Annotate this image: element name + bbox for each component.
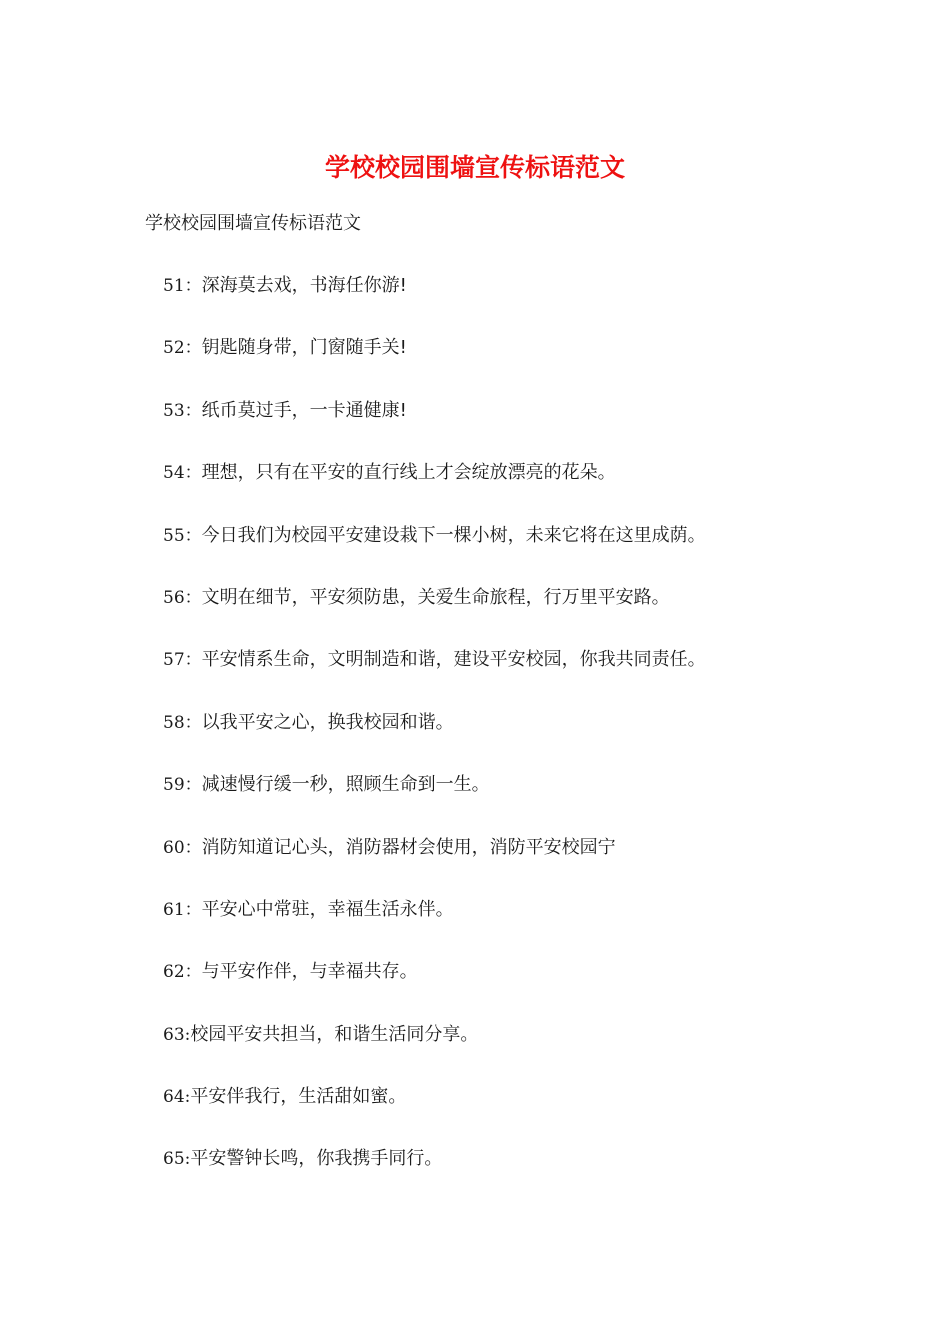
slogan-text: 文明在细节，平安须防患，关爱生命旅程，行万里平安路。 [201, 586, 670, 608]
slogan-number: 56： [163, 587, 202, 608]
slogan-text: 与平安作伴，与幸福共存。 [201, 961, 418, 983]
slogan-item [163, 771, 706, 833]
slogan-text: 今日我们为校园平安建设栽下一棵小树，未来它将在这里成荫。 [201, 524, 706, 546]
slogan-item [163, 1145, 706, 1207]
slogan-text: 钥匙随身带，门窗随手关! [201, 337, 407, 359]
slogan-text: 消防知道记心头，消防器材会使用，消防平安校园宁 [201, 836, 616, 858]
slogan-item [163, 459, 706, 521]
slogan-text: 以我平安之心，换我校园和谐。 [201, 711, 454, 733]
slogan-text: 理想，只有在平安的直行线上才会绽放漂亮的花朵。 [201, 462, 616, 484]
slogan-number: 65: [163, 1149, 191, 1170]
slogan-item [163, 1083, 706, 1145]
slogan-text: 减速慢行缓一秒，照顾生命到一生。 [201, 774, 490, 796]
slogan-text: 平安心中常驻，幸福生活永伴。 [201, 898, 454, 920]
slogan-number: 64: [163, 1087, 191, 1108]
slogan-number: 52： [163, 338, 202, 359]
slogan-number: 59： [163, 775, 202, 796]
slogan-item [163, 334, 706, 396]
slogan-text: 深海莫去戏，书海任你游! [201, 275, 407, 296]
slogan-number: 62： [163, 962, 202, 983]
slogan-list [163, 272, 706, 1208]
slogan-number: 55： [163, 525, 202, 546]
slogan-number: 61： [163, 899, 202, 920]
slogan-item [163, 709, 706, 771]
slogan-item [163, 896, 706, 958]
slogan-number: 51： [163, 276, 202, 296]
slogan-text: 平安情系生命，文明制造和谐，建设平安校园，你我共同责任。 [201, 649, 706, 671]
slogan-text: 平安伴我行，生活甜如蜜。 [190, 1086, 407, 1108]
slogan-item [163, 834, 706, 896]
slogan-number: 54： [163, 463, 202, 484]
slogan-number: 57： [163, 650, 202, 671]
slogan-item [163, 958, 706, 1020]
slogan-item [163, 584, 706, 646]
slogan-text: 校园平安共担当，和谐生活同分享。 [190, 1023, 479, 1045]
slogan-number: 58： [163, 712, 202, 733]
slogan-number: 63: [163, 1024, 191, 1045]
slogan-number: 53： [163, 400, 202, 421]
slogan-text: 纸币莫过手，一卡通健康! [201, 399, 407, 421]
slogan-text: 平安警钟长鸣，你我携手同行。 [190, 1148, 443, 1170]
slogan-number: 60： [163, 837, 202, 858]
document-subtitle: 学校校园围墙宣传标语范文 [145, 213, 361, 234]
slogan-item [163, 1021, 706, 1083]
slogan-item [163, 272, 706, 334]
slogan-item [163, 522, 706, 584]
slogan-item [163, 646, 706, 708]
slogan-item [163, 397, 706, 459]
document-title: 学校校园围墙宣传标语范文 [324, 153, 625, 182]
